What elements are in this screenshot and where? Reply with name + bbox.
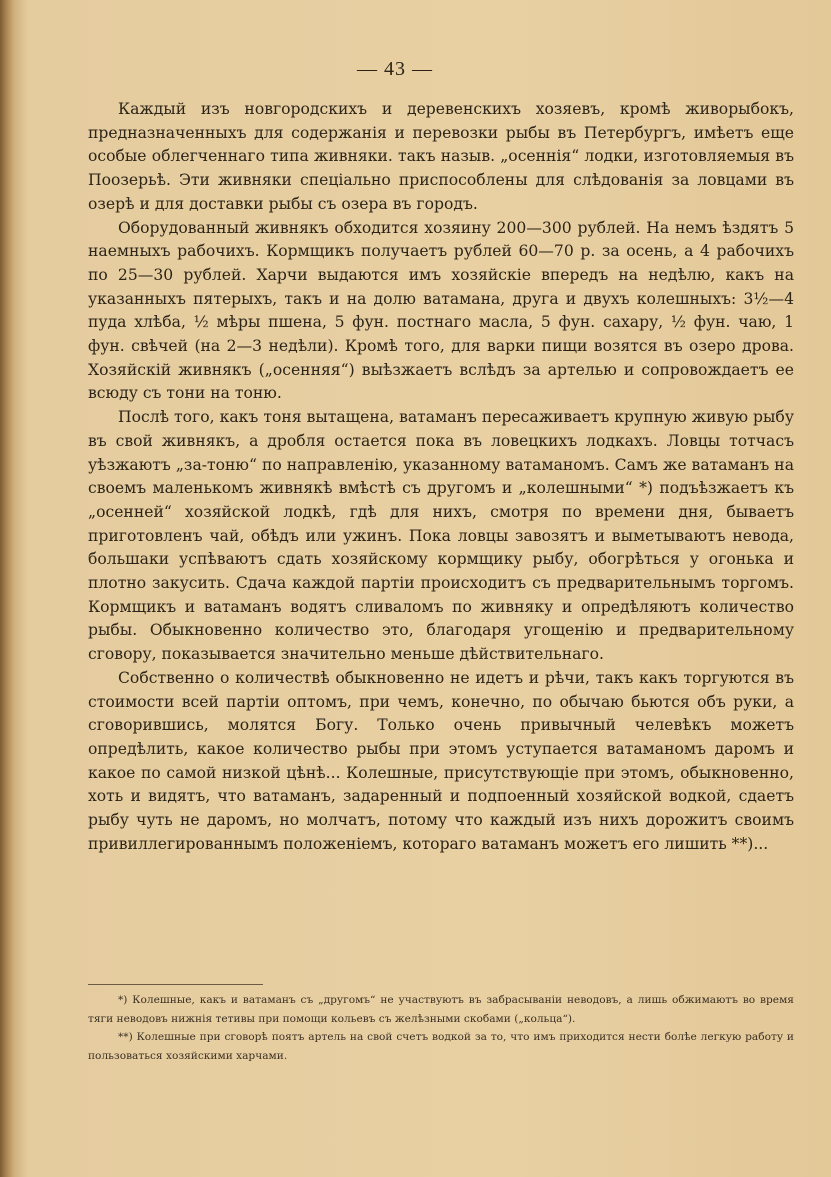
paragraph: Оборудованный живнякъ обходится хозяину 200—300 рублей. На немъ ѣздятъ 5 наемныхъ рабочихъ. Кормщикъ получаетъ рублей 60—70 р. за осень, а 4 рабочихъ по 25—30 рублей. Харчи выдаются имъ хозяйскіе впередъ на недѣлю, какъ на указанныхъ пятерыхъ, такъ и на долю ватамана, друга и двухъ колешныхъ: 3½—4 пуда хлѣба, ½ мѣры пшена, 5 фун. постнаго масла, 5 фун. сахару, ½ фун. чаю, 1 фун. свѣчей (на 2—3 недѣли). Кромѣ того, для варки пищи возятся въ озеро дрова. Хозяйскій живнякъ („осенняя“) выѣзжаетъ вслѣдъ за артелью и сопровождаетъ ее всюду съ тони на тоню. [88,218,794,403]
paragraph: Послѣ того, какъ тоня вытащена, ватаманъ пересаживаетъ крупную живую рыбу въ свой живнякъ, а дробля остается пока въ ловецкихъ лодкахъ. Ловцы тотчасъ уѣзжаютъ „за-тоню“ по направленію, указанному ватаманомъ. Самъ же ватаманъ на своемъ маленькомъ живнякѣ вмѣстѣ съ другомъ и „колешными“ *) подъѣзжаетъ къ „осенней“ хозяйской лодкѣ, гдѣ для нихъ, смотря по времени дня, бываетъ приготовленъ чай, обѣдъ или ужинъ. Пока ловцы завозятъ и выметываютъ невода, большаки успѣваютъ сдать хозяйскому кормщику рыбу, обогрѣться у огонька и плотно закусить. Сдача каждой партіи происходитъ съ предварительнымъ торгомъ. Кормщикъ и ватаманъ водятъ сливаломъ по живняку и опредѣляютъ количество рыбы. Обыкновенно количество это, благодаря угощенію и предварительному сговору, показывается значительно меньше дѣйствительнаго. [88,408,794,664]
footnote: **) Колешные при сговорѣ поятъ артель на свой счетъ водкой за то, что имъ приходится нести болѣе легкую работу и пользоваться хозяйскими харчами. [88,1031,794,1062]
body-text [88,98,794,857]
paragraph: Собственно о количествѣ обыкновенно не идетъ и рѣчи, такъ какъ торгуются въ стоимости всей партіи оптомъ, при чемъ, конечно, по обычаю бьются объ руки, а сговорившись, молятся Богу. Только очень привычный челевѣкъ можетъ опредѣлить, какое количество рыбы при этомъ уступается ватаманомъ даромъ и какое по самой низкой цѣнѣ... Колешные, присутствующіе при этомъ, обыкновенно, хоть и видятъ, что ватаманъ, задаренный и подпоенный хозяйской водкой, сдаетъ рыбу чуть не даромъ, но молчатъ, потому что каждый изъ нихъ дорожитъ своимъ привиллегированнымъ положеніемъ, котораго ватаманъ можетъ его лишить **)... [88,668,794,853]
paragraph: Каждый изъ новгородскихъ и деревенскихъ хозяевъ, кромѣ живорыбокъ, предназначенныхъ для содержанія и перевозки рыбы въ Петербургъ, имѣетъ еще особые облегченнаго типа живняки. такъ назыв. „осеннія“ лодки, изготовляемыя въ Поозерьѣ. Эти живняки спеціально приспособлены для слѣдованія за ловцами въ озерѣ и для доставки рыбы съ озера въ городъ. [88,100,794,213]
page-number: — 43 — [357,58,433,80]
footnote: *) Колешные, какъ и ватаманъ съ „другомъ“ не участвуютъ въ забрасываніи неводовъ, а лишь обжимаютъ во время тяги неводовъ нижнія тетивы при помощи кольевъ съ желѣзными скобами („кольца“). [88,994,794,1025]
footnotes [88,991,794,1065]
footnote-divider [88,984,263,985]
